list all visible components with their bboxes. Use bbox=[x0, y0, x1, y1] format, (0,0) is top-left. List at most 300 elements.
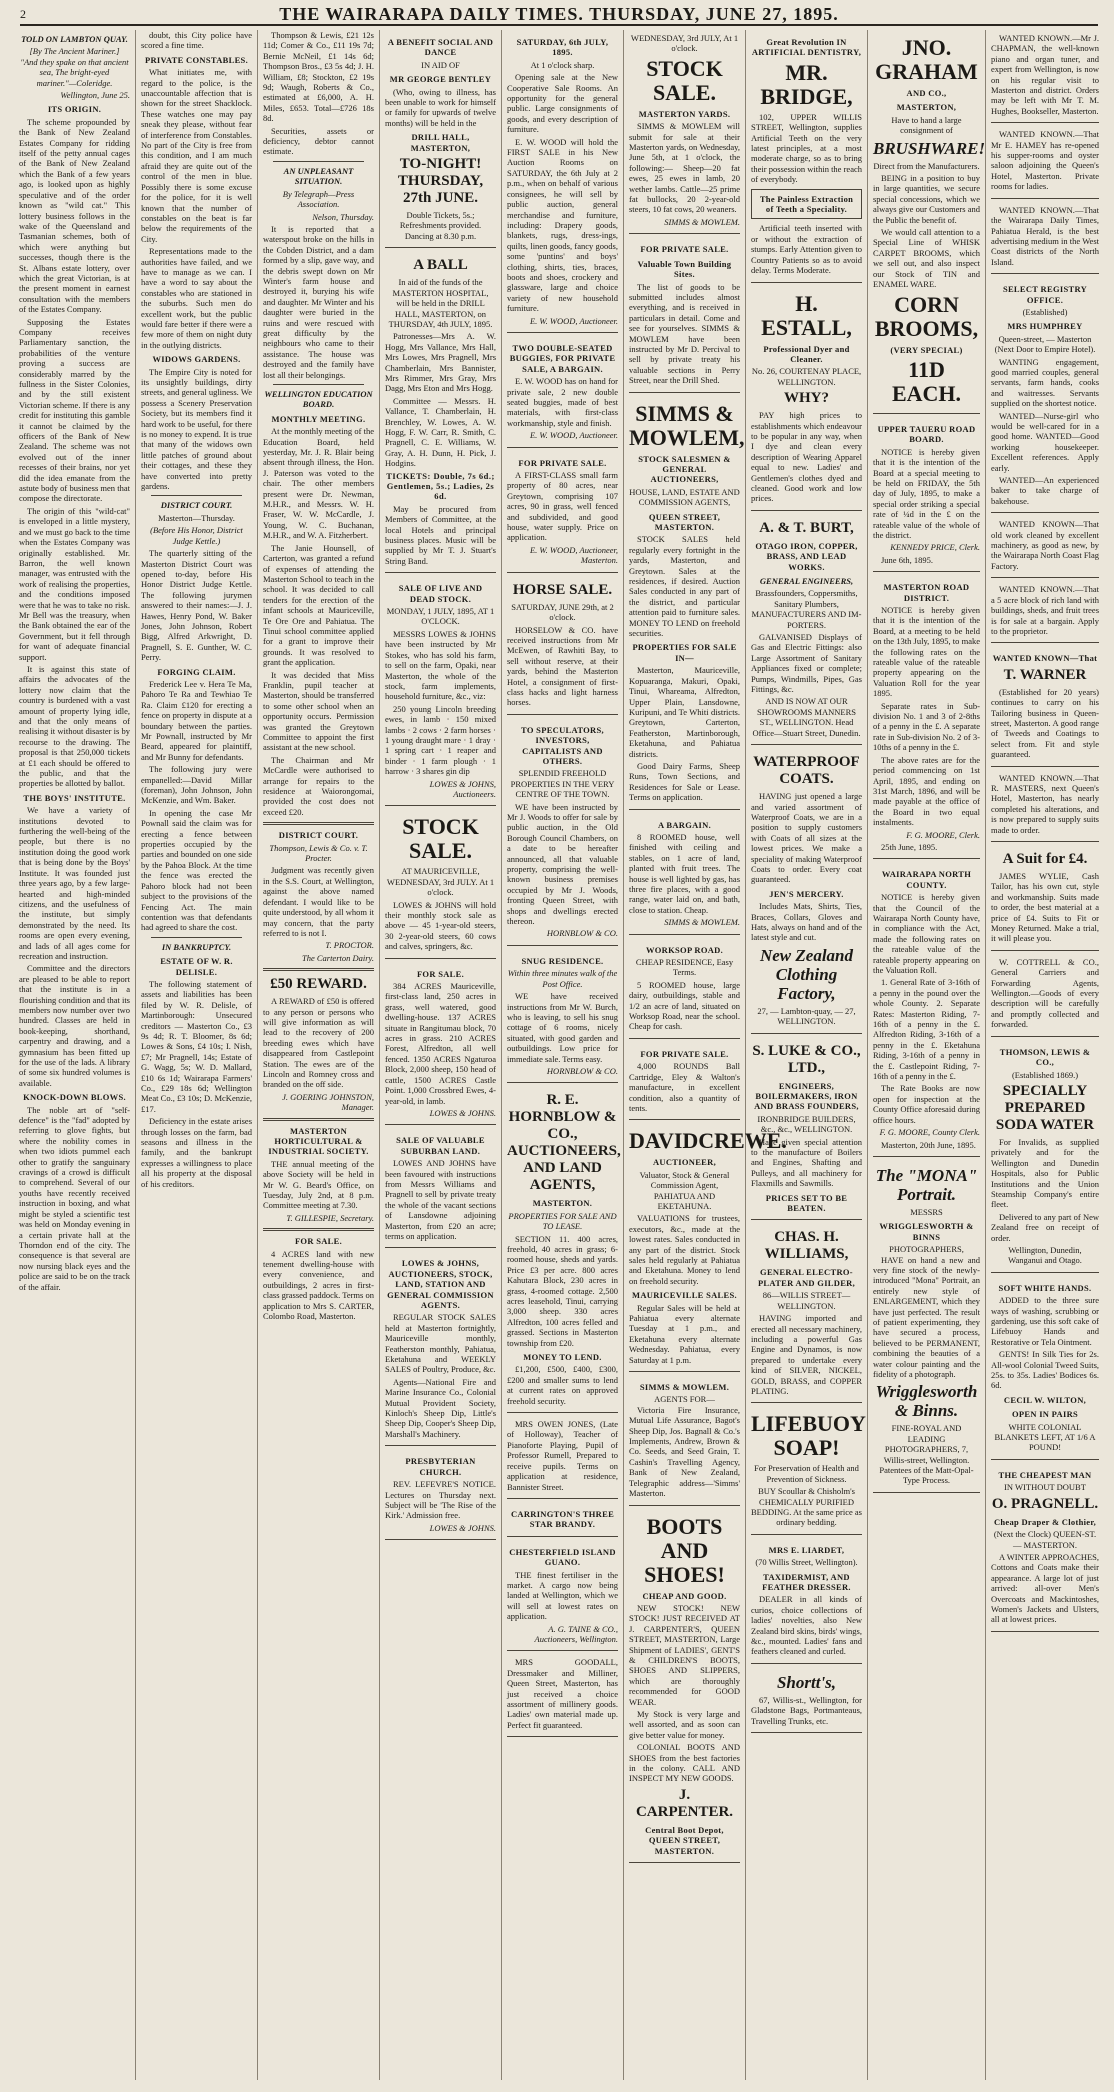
article-byline: (Before His Honor, District Judge Kettle.) bbox=[150, 525, 243, 546]
ad-title: SELECT REGISTRY OFFICE. bbox=[1002, 284, 1088, 305]
ad-subtitle: TAXIDERMIST, AND FEATHER DRESSER. bbox=[762, 1571, 851, 1592]
ad-subtitle: PRICES SET TO BE BEATEN. bbox=[765, 1192, 848, 1214]
paragraph: In opening the case Mr Pownall said the claim was for erecting a fence between properties occupied by the parties and bounded on one side by the Pahoa Block. At the time the fence was erected the Pahoro block had not been subject to the provisions of the Fencing Act. The main contention was that defendants had agreed to share the cost. bbox=[141, 807, 252, 933]
notice-signature: J. GOERING JOHNSTON, Manager. bbox=[282, 1091, 374, 1113]
divider bbox=[151, 937, 242, 938]
ad-name: MRS HUMPHREY bbox=[1007, 321, 1083, 332]
ad-subtitle: (Established) bbox=[1022, 306, 1068, 317]
newspaper-title: THE WAIRARAPA DAILY TIMES. THURSDAY, JUNE 27, 1895. bbox=[279, 3, 839, 24]
notice-road-district bbox=[873, 575, 980, 859]
ad-text: MESSRS LOWES & JOHNS have been instructed by Mr Stokes, who has sold his farm, to sell on the farm, Opaki, near Masterton, the whole of the stock, farm implements, household furniture, &c., viz: bbox=[385, 628, 496, 702]
ad-title: PRESBYTERIAN CHURCH. bbox=[405, 1456, 476, 1477]
advertisement-simms-mowlem bbox=[629, 396, 745, 810]
advertisement-pragnell bbox=[991, 1463, 1099, 1632]
ad-list: 250 young Lincoln breeding ewes, in lamb · 150 mixed lambs · 2 cows · 2 farm horses · 1 young draught mare · 1 dray · 1 spring cart · 1 reaper and binder · 1 farm plough · 1 harrow · 3 shares gin dip bbox=[385, 703, 496, 777]
advertisement-residence bbox=[507, 949, 618, 1083]
ad-place: No. 26, COURTENAY PLACE, WELLINGTON. bbox=[751, 366, 862, 387]
advertisement-lowes-johns bbox=[385, 1251, 496, 1446]
advertisement-freehold bbox=[507, 718, 618, 946]
ad-text: For Invalids, as supplied privately and for the Wellington and Dunedin Hospitals, also for Public Institutions and the Union Steamship Company's entire fleet. bbox=[991, 1136, 1099, 1210]
ad-subtitle: MESSRS bbox=[910, 1206, 943, 1217]
ad-text: Masterton, Mauriceville, Kopuaranga, Makuri, Opaki, Tinui, Whareama, Alfredton, Upper Plain, Lansdowne, Kuripuni, and Te Whiti districts. Greytown, Carterton, Featherston, Martinborough, Eketahuna, and Pahiatua districts. bbox=[629, 665, 740, 759]
ad-text: COLONIAL BOOTS AND SHOES from the best factories in the colony. CALL AND INSPECT MY NEW GOODS. bbox=[629, 1742, 740, 1784]
paragraph: The origin of this "wild-cat" is enveloped in a little mystery, and we must go back to the time when the Estates Company was originally established. Mr. Barron, the well known manager, was entrusted with the work of realising the properties, and the conditions imposed were that he was to take no risk. Mr Bell was the treasury, when the Bank obtained the ear of the Government, but it fell through for want of adequate financial support. bbox=[19, 505, 130, 662]
ad-place: MASTERTON, bbox=[896, 102, 957, 113]
article-dateline: Wellington, June 25. bbox=[60, 90, 130, 101]
ad-subtitle: GENERAL ELECTRO-PLATER AND GILDER, bbox=[757, 1267, 856, 1288]
ad-subtitle: Direct from the Manufacturers. bbox=[873, 160, 980, 171]
ad-title: FOR PRIVATE SALE. bbox=[640, 244, 729, 255]
ad-text: In aid of the funds of the MASTERTON HOSPITAL, will be held in the DRILL HALL, MASTERTON, on THURSDAY, 4th JULY, 1895. bbox=[388, 277, 493, 329]
ad-title: SIMMS & MOWLEM. bbox=[639, 1382, 730, 1393]
advertisement-hornblow bbox=[507, 1086, 621, 1413]
ad-text: WHITE COLONIAL BLANKETS LEFT, AT 1/6 A POUND! bbox=[994, 1421, 1096, 1453]
ad-title: Shortt's, bbox=[776, 1672, 837, 1692]
advertisement-brandy bbox=[507, 1502, 618, 1537]
notice-signature: KENNEDY PRICE, Clerk. bbox=[890, 542, 980, 553]
advertisement-stock-sale bbox=[629, 30, 740, 234]
ad-place: 27, — Lambton-quay, — 27, WELLINGTON. bbox=[757, 1005, 856, 1027]
ad-text: Good Dairy Farms, Sheep Runs, Town Sections, and Residences for Sale or Lease. Terms on application. bbox=[629, 760, 740, 803]
ad-place: IRONBRIDGE BUILDERS, &c., &c., WELLINGTON. bbox=[757, 1113, 856, 1135]
ad-date: TO-NIGHT! THURSDAY, 27th JUNE. bbox=[397, 156, 484, 207]
paragraph: Committee and the directors are pleased to be able to report that the institute is in a flourishing condition and that its members now number over two hundred. Classes are held in book-keeping, shorthand, carpentry and drawing, and a gymnasium has been fitted up for the use of the lads. A library of some six hundred volumes is available. bbox=[19, 963, 130, 1088]
ad-title: BOOTS AND SHOES! bbox=[644, 1513, 725, 1587]
advertisement-hospital-ball bbox=[385, 251, 496, 573]
notice-text: NOTICE is hereby given that the Council of the Wairarapa North County have, in compliance with the Act, made the following rates on the rateable value of the rateable property appearing on the Valuation Roll. bbox=[873, 892, 980, 975]
advertisement-soda-water bbox=[991, 1040, 1099, 1273]
article-heading: IN BANKRUPTCY. bbox=[161, 941, 232, 952]
notice-county bbox=[873, 862, 980, 1157]
column-8 bbox=[868, 30, 986, 2080]
paragraph: THE annual meeting of the above Society will be held in Mr W. G. Beard's Office, on Tuesday, July 2nd, at 8 p.m. Committee meeting at 7.30. bbox=[263, 1158, 374, 1211]
ad-text: HORSELOW & CO. have received instructions from Mr McEwen, of Rawhiti Bay, to sell without reserve, at their yards, behind the Masterton Hotel, a consignment of first-class hacks and light harness horses. bbox=[507, 624, 618, 708]
notice-signature: T. PROCTOR. bbox=[325, 940, 374, 951]
ad-title: New Zealand Clothing Factory, bbox=[759, 945, 854, 1003]
advertisement-stock-sale bbox=[385, 576, 496, 806]
ad-text: (Established for 20 years) continues to carry on his Tailoring business in Queen-street, Masterton. A good range of Tweeds and Coatings to select from. Fit and style guaranteed. bbox=[991, 686, 1099, 760]
ad-text: Brassfounders, Coppersmiths, Sanitary Plumbers, MANUFACTURERS AND IM-PORTERS. bbox=[751, 588, 862, 630]
ad-place: Central Boot Depot, QUEEN STREET, MASTERTON. bbox=[645, 1824, 724, 1856]
ad-place: (70 Willis Street, Wellington). bbox=[755, 1557, 858, 1568]
ad-place: DRILL HALL, MASTERTON, bbox=[410, 132, 471, 153]
ad-text: May be procured from Members of Committee, at the local Hotels and principal business places. Music will be supplied by Mr T. J. Stuart's String Band. bbox=[385, 503, 496, 566]
ad-title: S. LUKE & CO., LTD., bbox=[752, 1042, 861, 1076]
ad-text: FINE-ROYAL AND LEADING PHOTOGRAPHERS, 7, Willis-street, Wellington. Patentees of the Matt-Opal-Type Process. bbox=[879, 1423, 974, 1486]
ad-title: WATERPROOF COATS. bbox=[753, 754, 860, 788]
notice-list: 1. General Rate of 3-16th of a penny in the pound over the whole County. 2. Separate Rates: Masterton Riding, 7-16th of a penny in the £. Alfredton Riding, 3-16th of a penny in the £. Eketahuna Riding, 3-16th of a penny in the £. Castlepoint Riding, 7-16th of a penny in the £. bbox=[873, 977, 980, 1082]
column-9 bbox=[986, 30, 1104, 2080]
ad-box: The Painless Extraction of Teeth a Speciality. bbox=[751, 189, 862, 220]
ad-text: We would call attention to a Special Line of WHISK CARPET BROOMS, which we sell out, and also inspect our Stock of TIN and ENAMEL WARE. bbox=[873, 227, 980, 290]
notice-title: WAIRARAPA NORTH COUNTY. bbox=[881, 869, 972, 890]
ad-text: A FIRST-CLASS small farm property of 80 acres, near Greytown, comprising 107 acres, 90 in grass, well fenced and subdivided, and good house, water supply. Price on application. bbox=[507, 470, 618, 543]
paragraph: We have a variety of institutions devoted to furthering the well-being of the people, but there is no institution doing the good work that is being done by the Boys' Institute. It was founded just three years ago, by a few large-hearted and high-minded citizens, and the usefulness of the institute, but simply demonstrated by the need. Its rooms are open every evening, and lads of all ages come for recreation and instruction. bbox=[19, 805, 130, 961]
ad-text: WANTED KNOWN.—That R. MASTERS, next Queen's Hotel, Masterton, has nearly completed his alterations, and is now prepared to supply suits made to order. bbox=[991, 772, 1099, 835]
ad-title: SNUG RESIDENCE. bbox=[521, 955, 604, 966]
advertisement-buggies bbox=[507, 336, 618, 448]
ad-place: Wellington, Dunedin, Wanganui and Otago. bbox=[1008, 1244, 1082, 1266]
advertisement-dentist bbox=[751, 30, 862, 283]
ad-text: TICKETS: Double, 7s 6d.; Gentlemen, 5s.; Ladies, 2s 6d. bbox=[386, 470, 495, 502]
ad-title: CORN BROOMS, bbox=[874, 291, 979, 341]
advertisement-benefit-dance bbox=[385, 30, 496, 248]
ad-date: MONDAY, 1 JULY, 1895, AT 1 O'CLOCK. bbox=[386, 606, 495, 627]
notice-text: Separate rates in Sub-division No. 1 and 3 of 2-8ths of a penny in the £. A separate rate in Sub-division No. 2 of 3-10ths of a penny in the £. bbox=[873, 700, 980, 753]
advertisement-opening-sale bbox=[507, 30, 618, 333]
section-heading: DISTRICT COURT. bbox=[278, 830, 359, 841]
column-5 bbox=[502, 30, 624, 2080]
notice-date: 25th June, 1895. bbox=[881, 841, 938, 852]
ad-place: 86—WILLIS STREET—WELLINGTON. bbox=[762, 1290, 851, 1311]
ad-place: (Next the Clock) QUEEN-ST. — MASTERTON. bbox=[993, 1529, 1097, 1550]
ad-title: Great Revolution IN ARTIFICIAL DENTISTRY, bbox=[751, 37, 862, 58]
paragraph: The Janie Hounsell, of Carterton, was granted a refund of expenses of attending the Masterton School to teach in the school. It was decided to call tenders for the erection of the infant schools at Mauriceville, Te Ore Ore and Pahiatua. The Tinui school committee applied for a grant to improve their grounds. It was resolved to grant the application. bbox=[263, 542, 374, 668]
advertisement-suit bbox=[991, 845, 1099, 951]
notice-text: The Rate Books are now open for inspection at the County Office aforesaid during office hours. bbox=[873, 1083, 980, 1125]
ad-subtitle: CHEAP AND GOOD. bbox=[642, 1590, 727, 1601]
paragraph: It is reported that a waterspout broke on the hills in the Cobden District, and a dam formed by a slip, gave way, and the debris swept down on Mr Winter's farm house and destroyed it, burying his wife and daughter. Mr Winter and his daughter were buried in the ruins and were rescued with great difficulty by the neighbours who came to their assistance. The house was destroyed and the family have lost all their belongings. bbox=[263, 223, 374, 380]
ad-title: A BENEFIT SOCIAL AND DANCE bbox=[387, 37, 494, 58]
ad-signature: HORNBLOW & CO. bbox=[546, 1065, 618, 1076]
paragraph: It is against this state of affairs the advocates of the lottery now claim that the country is burdened with a vast amount of property lying idle, and that the only means of realising it without disaster is by recourse to the drawing. The proposal is that 250,000 tickets at £1 each should be offered to the public, and that the properties be allotted by ballot. bbox=[19, 663, 130, 789]
article-epigraph: "And they spake on that ancient sea, The bright-eyed mariner."—Coleridge. bbox=[20, 56, 129, 88]
ad-price: 11D EACH. bbox=[891, 356, 962, 406]
ad-subtitle: OTAGO IRON, COPPER, BRASS, AND LEAD WORKS. bbox=[755, 540, 858, 572]
article-dateline: Masterton—Thursday. bbox=[158, 512, 235, 523]
notice-title: UPPER TAUERU ROAD BOARD. bbox=[877, 423, 976, 445]
advertisement-waterproof bbox=[751, 748, 862, 1034]
ad-title: SOFT WHITE HANDS. bbox=[998, 1282, 1092, 1293]
advertisement-dyer bbox=[751, 286, 862, 511]
paragraph: The following jury were empanelled:—David Millar (foreman), John Johnson, John McKenzie, and Wm. Baker. bbox=[141, 764, 252, 806]
section-heading: KNOCK-DOWN BLOWS. bbox=[23, 1092, 126, 1103]
ad-text: E. W. WOOD has on hand for private sale, 2 new double seated buggies, made of best materials, with first-class workmanship, style and finish. bbox=[507, 376, 618, 428]
advertisement-taxidermist bbox=[751, 1538, 862, 1664]
notice-signature: F. G. MOORE, Clerk. bbox=[906, 829, 980, 840]
advertisement-graham bbox=[873, 30, 986, 414]
page-number: 2 bbox=[20, 6, 26, 21]
ad-subtitle: Professional Dyer and Cleaner. bbox=[763, 343, 850, 364]
notice-signature-place: The Carterton Dairy. bbox=[301, 952, 374, 963]
ad-text: Delivered to any part of New Zealand free on receipt of order. bbox=[991, 1211, 1099, 1243]
advertisement-white-hands bbox=[991, 1276, 1099, 1460]
ad-title: A Suit for £4. bbox=[1002, 851, 1088, 867]
ad-text: WANTING engagement, good married couples, general servants, farm hands, cooks and waitresses. Servants supplied on the shortest notice. bbox=[991, 356, 1099, 409]
ad-text: W. COTTRELL & CO., General Carriers and Forwarding Agents, Wellington.—Goods of every description will be carefully and promptly collected and forwarded. bbox=[991, 956, 1099, 1030]
ad-subtitle: PROPERTIES FOR SALE AND TO LEASE. bbox=[508, 1210, 617, 1232]
advertisement-horse-sale bbox=[507, 576, 618, 715]
advertisement-burt bbox=[751, 514, 862, 745]
ad-title: CHAS. H. WILLIAMS, bbox=[764, 1229, 849, 1263]
ad-name: MR. BRIDGE, bbox=[760, 59, 853, 109]
paragraph: Supposing the Estates Company receives Parliamentary sanction, the probabilities of the venture proving a success are considerably marred by the fullness in the Sister Colonies, and by the still existent Victorian scheme. If there is any credit for instituting this gamble it cannot be claimed by the officers of the Bank of New Zealand. The scheme was not evolved out of the inner recesses of their brains, nor yet did the idea emanate from the astute body of business men that compose the directorate. bbox=[19, 316, 130, 504]
masthead bbox=[20, 4, 1098, 26]
advertisement-davidcrewe bbox=[629, 1123, 787, 1372]
ad-subtitle: AUCTIONEER, bbox=[652, 1157, 717, 1168]
ad-title: MAURICEVILLE SALES. bbox=[632, 1290, 737, 1301]
ad-place: Queen-street, — Masterton (Next Door to Empire Hotel). bbox=[994, 333, 1096, 355]
ad-text: DEALER in all kinds of curios, choice collections of ladies' novelties, also New Zealand bird skins, birds' wings, &c., mounted. Ladies' fans and feathers cleaned and curled. bbox=[751, 1594, 862, 1657]
ad-subtitle: ENGINEERS, BOILERMAKERS, IRON AND BRASS FOUNDERS, bbox=[754, 1080, 859, 1112]
ad-title: A BARGAIN. bbox=[657, 819, 712, 830]
section-heading: WIDOWS GARDENS. bbox=[152, 354, 241, 365]
notice-signature: F. G. MOORE, County Clerk. bbox=[879, 1127, 980, 1138]
ad-title: SATURDAY, 6th JULY, 1895. bbox=[516, 37, 609, 58]
ad-text: STOCK SALES held regularly every fortnight in the yards, Masterton, and Greytown. Sales at the residences, if desired. Auction Sales conducted in any part of the district, and particular attention paid to furniture sales. MONEY TO LEND on freehold securities. bbox=[629, 534, 740, 639]
ad-text: LOWES & JOHNS will hold their monthly stock sale as above — 45 1-year-old steers, 30 2-year-old steers, 60 cows and calves, springers, &c. bbox=[385, 899, 496, 952]
ad-text: Agents—National Fire and Marine Insurance Co., Colonial Mutual Provident Society, Kinloch's Sheep Dip, Little's Sheep Dip, Cooper's Sheep Dip, Marshall's Machinery. bbox=[385, 1376, 496, 1439]
ad-text: WANTED—An experienced baker to take charge of bakehouse. bbox=[991, 475, 1099, 506]
ad-name: O. PRAGNELL. bbox=[991, 1495, 1099, 1512]
paragraph: The Empire City is noted for its unsightly buildings, dirty streets, and general ugliness. We possess a Scenery Preservation Society, but its members find it hard work to be useful, for there is no money to expend. It is true that many of the widows own little patches of ground about their cottages, and these they have converted into pretty gardens. bbox=[141, 366, 252, 492]
ad-title: STOCK SALE. bbox=[402, 814, 479, 864]
ad-text: Opening sale at the New Cooperative Sale Rooms. An opportunity for the general public. Large consignments of goods, and every description of furniture. bbox=[507, 72, 618, 135]
ad-title: STOCK SALE. bbox=[646, 55, 723, 105]
ad-text: Have to hand a large consignment of bbox=[891, 114, 962, 136]
advertisement-electroplater bbox=[751, 1223, 862, 1403]
ad-signature: E. W. WOOD, Auctioneer. bbox=[529, 315, 618, 326]
ad-subtitle: Valuable Town Building Sites. bbox=[637, 258, 732, 280]
paragraph: The scheme propounded by the Bank of New Zealand Estates Company for ridding itself of the petty annual cages of the Bank of New Zealand which the Bank of a few years ago, is looked upon as highly speculative and of the order known as "wild cat." This lottery business follows in the wake of the Queensland and Tasmanian schemes, both of which were anything but successes, though there is the St. Albans estate lottery, over which the great Victorian, is at the present moment in earnest consultation with the members of the Estates Company. bbox=[19, 116, 130, 315]
ad-signature: SIMMS & MOWLEM. bbox=[664, 917, 740, 928]
ad-subtitle: (Established 1869.) bbox=[1011, 1069, 1079, 1080]
ad-title: LIFEBUOY SOAP! bbox=[751, 1411, 866, 1461]
ad-text: WANTED—Nurse-girl who would be well-cared for in a good home. WANTED—Good working housekeeper. Excellent references. Apply early. bbox=[991, 410, 1099, 473]
ad-signature: Wrigglesworth & Binns. bbox=[875, 1382, 978, 1421]
divider bbox=[263, 1228, 374, 1231]
notice-text: NOTICE is hereby given that it is the intention of the Board, at a meeting to be held on the 13th July, 1895, to make the following rates on the rateable value of the rateable property appearing on the Valuation Roll for the year 1895. bbox=[873, 605, 980, 699]
ad-text: 67, Willis-st., Wellington, for Gladstone Bags, Portmanteaus, Travelling Trunks, etc. bbox=[751, 1694, 862, 1726]
notice-title: FOR SALE. bbox=[294, 1236, 343, 1247]
ad-title: SPECIALLY PREPARED SODA WATER bbox=[995, 1082, 1095, 1133]
advertisement-cartridges bbox=[629, 1042, 740, 1120]
ad-signature: J. CARPENTER. bbox=[635, 1786, 734, 1820]
advertisement-bargain bbox=[629, 813, 740, 935]
ad-signature: E. W. WOOD, Auctioneer, Masterton. bbox=[529, 544, 618, 566]
article-heading: DISTRICT COURT. bbox=[160, 500, 233, 511]
ad-date: WEDNESDAY, 3rd JULY, At 1 o'clock. bbox=[630, 33, 739, 54]
paragraph: 4 ACRES land with new tenement dwelling-house with every convenience, and outbuildings, 2 acres in first-class grassed paddock. Terms on application to Mrs S. CARTER, Colombo Road, Masterton. bbox=[263, 1248, 374, 1322]
ad-text: REGULAR STOCK SALES held at Masterton fortnightly, Mauriceville monthly, Featherston monthly, Pahiatua, Eketahuna and WEEKLY SALES of Poultry, Produce, &c. bbox=[385, 1312, 496, 1375]
ad-text: 384 ACRES Mauriceville, first-class land, 250 acres in grass, well watered, good dwelling-house. 137 ACRES situate in Rangitumau block, 70 acres in grass. 210 ACRES Forest, Alfredton, all well fenced. 1350 ACRES Ngaturoa Block, 2,000 sheep, 150 head of cattle, 1500 ACRES Castle Point. 1,000 Crossbred Ewes, 4-year-old, in lamb. bbox=[385, 981, 496, 1106]
ad-subtitle: For Preservation of Health and Prevention of Sickness. bbox=[754, 1463, 859, 1484]
ad-text: Includes Mats, Shirts, Ties, Braces, Collars, Gloves and Hats, always on hand and of the latest style and cut. bbox=[751, 901, 862, 943]
ad-signature: CECIL W. WILTON, bbox=[1003, 1394, 1087, 1405]
ad-text: MRS OWEN JONES, (Late of Holloway), Teacher of Pianoforte Playing, Pupil of Professor Rumell, Prepared to receive pupils. Terms on application at residence, Bannister Street. bbox=[507, 1419, 618, 1492]
advertisement-piano-teacher bbox=[507, 1416, 618, 1499]
ad-text: (Who, owing to illness, has been unable to work for himself or family for upwards of twelve months) will be held in the bbox=[385, 86, 496, 128]
ad-text: GALVANISED Displays of Gas and Electric Fittings: also Large Assortment of Sanitary Appliances fixed or complete; Pumps, Windmills, Pipes, Gas Fittings, &c. bbox=[751, 632, 862, 695]
ad-title: CARRINGTON'S THREE STAR BRANDY. bbox=[510, 1508, 615, 1530]
section-heading: ESTATE OF W. R. DELISLE. bbox=[160, 956, 233, 977]
paragraph: What initiates me, with regard to the police, is the unaccountable affection that is shown for the street Shacklock. These watches one may pay sneak they please, without fear of interference from Constables. No part of the City is free from this condition, and I am much afraid they are quite out of the control of the men in blue. Possibly there is some excuse for the police, for it is well known that the number of constables on the beat is far below the requirements of the City. bbox=[141, 67, 252, 244]
ad-title: PROPERTIES FOR SALE IN— bbox=[632, 642, 737, 663]
advertisement-guano bbox=[507, 1540, 618, 1652]
section-heading: ITS ORIGIN. bbox=[47, 104, 102, 115]
article-dateline: Nelson, Thursday. bbox=[312, 211, 374, 222]
paragraph: The Chairman and Mr McCardle were authorised to arrange for repairs to the residence at Waiorongomai, provided the cost does not exceed £20. bbox=[263, 754, 374, 817]
article-heading: TOLD ON LAMBTON QUAY. bbox=[21, 34, 128, 44]
advertisement-mauriceville-sale bbox=[385, 809, 496, 958]
section-heading: THE BOYS' INSTITUTE. bbox=[23, 792, 126, 803]
advertisement-building-sites bbox=[629, 237, 740, 392]
ad-title: R. E. HORNBLOW & CO., AUCTIONEERS, AND LAND AGENTS, bbox=[507, 1092, 621, 1194]
ad-text: HAVING imported and erected all necessary machinery, including a powerful Gas Engine and Dynamos, is now prepared to undertake every kind of SILVER, NICKEL, GOLD, BRASS, and COPPER PLATING. bbox=[751, 1313, 862, 1396]
divider bbox=[263, 822, 374, 825]
section-heading: FORGING CLAIM. bbox=[157, 666, 236, 677]
section-heading: PRIVATE CONSTABLES. bbox=[144, 54, 248, 65]
notice-subtitle: Thompson, Lewis & Co. v. T. Procter. bbox=[269, 842, 368, 864]
columns bbox=[14, 30, 1104, 2080]
ad-subtitle: HOUSE, LAND, ESTATE AND COMMISSION AGENTS, bbox=[629, 486, 740, 508]
ad-text: 4,000 ROUNDS Ball Cartridge, Eley & Walton's manufacture, in excellent condition, also a quantity of tents. bbox=[629, 1061, 740, 1113]
notice-date: June 6th, 1895. bbox=[881, 554, 933, 565]
notice-text: The above rates are for the period commencing on 1st April, 1895, and ending on 31st March, 1896, and will be made payable at the office of the Board in two equal instalments. bbox=[873, 754, 980, 828]
ad-text: JAMES WYLIE, Cash Tailor, has his own cut, style and workmanship. Suits made to order, the best material at a price of £4. Suits to Fit or Money Returned. Make a trial, it will please you. bbox=[991, 871, 1099, 944]
ad-name: MR GEORGE BENTLEY bbox=[389, 74, 492, 85]
ad-text: THE finest fertiliser in the market. A cargo now being landed at Wellington, which we will sell at lowest rates on application. bbox=[507, 1569, 618, 1622]
ad-title: A. & T. BURT, bbox=[759, 519, 854, 536]
ad-text: Artificial teeth inserted with or without the extraction of stumps. Early Attention given to Country Patients so as to avoid delay. Terms Moderate. bbox=[751, 223, 862, 276]
ad-date: AT MAURICEVILLE, WEDNESDAY, 3rd JULY. At 1 o'clock. bbox=[386, 866, 495, 898]
ad-text: WANTED KNOWN.—That a 5 acre block of rich land with buildings, sheds, and fruit trees is for sale at a bargain. Apply to the proprietor. bbox=[991, 584, 1099, 636]
ad-text: 8 ROOMED house, well finished with ceiling and stables, on 1 acre of land, planted with fruit trees. The house is well lighted by gas, has three fire places, with a good range, water laid on, and bath, close to station. Cheap. bbox=[629, 831, 740, 915]
ad-title: SALE OF VALUABLE SUBURBAN LAND. bbox=[396, 1135, 485, 1156]
ad-title: THE CHEAPEST MAN bbox=[998, 1469, 1092, 1480]
ad-text: SIMMS & MOWLEM will submit for sale at their Masterton yards, on Wednesday, June 5th, at 1 o'clock, the following:— Sheep—20 fat ewes, 25 ewes in lamb, 20 wether lambs. Cattle—25 prime fat bullocks, 20 2-year-old steers, 10 fat cows, 20 weaners. bbox=[629, 121, 740, 215]
notice-road-board bbox=[873, 417, 980, 572]
ad-place: MASTERTON YARDS. bbox=[638, 108, 731, 119]
ad-text: HAVE on hand a new and very fine stock of the newly-introduced "Mona" Portrait, an entirely new style of ENLARGEMENT, which they have just perfected. The result of patient experimenting, they have secured a process, believed to be PERMANENT, combining the beauties of a water colour painting and the fidelity of a photograph. bbox=[873, 1254, 980, 1379]
advertisement-farm-sale bbox=[507, 451, 618, 573]
ad-subtitle: AGENTS FOR— bbox=[654, 1394, 715, 1405]
ad-title: MONEY TO LEND. bbox=[523, 1352, 602, 1363]
ad-title: TO SPECULATORS, INVESTORS, CAPITALISTS AND OTHERS. bbox=[521, 724, 604, 766]
notice-title: MASTERTON HORTICULTURAL & INDUSTRIAL SOCIETY. bbox=[268, 1125, 369, 1157]
ad-text: Committee — Messrs. H. Vallance, T. Chamberlain, H. Brenchley, W. Lowes, A. W. Hogg, F. W. Carr, R. Smith, C. Pragnell, C. E. Williams, W. Gray, A. H. Dunn, H. Pick, J. Hodgins. bbox=[385, 395, 496, 469]
ad-subtitle: Cheap Draper & Clothier, bbox=[993, 1516, 1097, 1527]
ad-text: LOWES AND JOHNS have been favoured with instructions from Messrs Williams and Pragnell to sell by private treaty the whole of the vacant sections of Lansdowne adjoining Masterton, from £20 an acre; terms on application. bbox=[385, 1158, 496, 1241]
divider bbox=[151, 495, 242, 496]
divider bbox=[263, 968, 374, 971]
paragraph: Thompson & Lewis, £21 12s 11d; Comer & Co., £11 19s 7d; Bernie McNeil, £1 14s 6d; Thompson Bros., £3 5s 4d; J. H. William, £8; Stockton, £2 19s 9d; Waugh, Roberts & Co., estimated at £6,000, A. H. Miles, £653. Total—£726 18s 8d. bbox=[263, 30, 374, 124]
divider bbox=[273, 161, 364, 162]
advertisement-warner bbox=[991, 646, 1099, 766]
ad-subtitle: JEN'S MERCERY. bbox=[769, 888, 844, 899]
advertisement-shortts bbox=[751, 1667, 862, 1733]
column-2 bbox=[136, 30, 258, 2080]
column-1 bbox=[14, 30, 136, 2080]
ad-title: FOR SALE. bbox=[416, 968, 465, 979]
advertisement-lifebuoy bbox=[751, 1406, 866, 1534]
ad-product: BRUSHWARE! bbox=[873, 138, 986, 158]
column-3 bbox=[258, 30, 380, 2080]
ad-text: Have given special attention to the manufacture of Boilers and Engines, Shafting and Pulleys, and all machinery for Flaxmills and Sawmills. bbox=[751, 1136, 862, 1189]
advertisement-wanted bbox=[991, 516, 1099, 578]
paragraph: The following statement of assets and liabilities has been filed by W. R. Delisle, of Martinborough: Unsecured creditors — Masterton Co., £3 9s 4d; R. T. Bloomer, 8s 6d; Lowes & Sons, £4 10s; I. Nish, £7; Mr Pragnell, 14s; Estate of G. Wagg, 5s; W. D. Mallard, £10 6s 1d; Wairarapa Farmers' Co., £29 18s 6d; Wellington Meat Co., £3 10s; D. McKenzie, £17. bbox=[141, 978, 252, 1114]
advertisement-wanted bbox=[991, 30, 1099, 123]
paragraph: doubt, this City police have scored a fine time. bbox=[141, 30, 252, 51]
advertisement-land-for-sale bbox=[385, 962, 496, 1126]
column-7 bbox=[746, 30, 868, 2080]
paragraph: Deficiency in the estate arises through losses on the farm, bad seasons and illness in the family, and the bankrupt expresses a willingness to place all his property at the disposal of his creditors. bbox=[141, 1116, 252, 1189]
ad-name: WRIGGLESWORTH & BINNS bbox=[879, 1221, 974, 1242]
advertisement-worksop-road bbox=[629, 938, 740, 1039]
ad-text: MRS GOODALL, Dressmaker and Milliner, Queen Street, Masterton, has just received a choice assortment of millinery goods. Ladies' own material made up. Perfect fit guaranteed. bbox=[507, 1657, 618, 1730]
ad-text: BUY Scoullar & Chisholm's CHEMICALLY PURIFIED BEDDING. At the same price as ordinary bedding. bbox=[751, 1486, 862, 1528]
ad-title: LOWES & JOHNS, AUCTIONEERS, STOCK, LAND, STATION AND GENERAL COMMISSION AGENTS. bbox=[387, 1258, 494, 1310]
advertisement-luke bbox=[751, 1037, 862, 1221]
advertisement-suburban-land bbox=[385, 1128, 496, 1248]
ad-name: T. WARNER bbox=[1003, 666, 1087, 683]
ad-text: SECTION 11. 400 acres, freehold, 40 acres in grass; 6-roomed house, sheds and yards. Price £3 per acre. 800 acres Kahutara Block, 230 acres in grass, 4-roomed cottage. 2,500 acres leasehold, Tinui, carrying 3,000 sheep. 330 acres Alfredton, 100 acres felled and grassed. Sections in Masterton township from £20. bbox=[507, 1233, 618, 1348]
ad-subtitle: Within three minutes walk of the Post Office. bbox=[507, 968, 618, 989]
ad-text: My Stock is very large and well assorted, and as soon can give better value for money. bbox=[629, 1708, 740, 1740]
ad-text: WANTED KNOWN—That old work cleaned by excellent machinery, as good as new, by the Wairarapa North Coast Flag Factory. bbox=[991, 519, 1099, 571]
ad-subtitle: STOCK SALESMEN & GENERAL AUCTIONEERS, bbox=[638, 453, 731, 485]
ad-text: E. W. WOOD will hold the FIRST SALE in his New Auction Rooms on SATURDAY, the 6th July at 2 p.m., when on behalf of various consignees, he will sell by public auction, general merchandise and furniture, including: Drapery goods, blankets, rugs, dress-ings, quilts, linen goods, fancy goods, some 'puntins' and boys' clothing, shirts, ties, braces, boots and shoes, crockery and glassware, large and choice variety of new household furniture. bbox=[507, 136, 618, 314]
ad-text: Regular Sales will be held at Pahiatua every alternate Tuesday at 1 p.m., and Eketahuna every alternate Wednesday. Pahiatua, every Saturday at 1 p.m. bbox=[629, 1302, 740, 1365]
ad-text: A WINTER APPROACHES, Cottons and Coats make their appearance. A large lot of just arrived: all-over Men's Overcoats and Mackintoshes, Women's Jackets and Ulsters, all at lowest prices. bbox=[991, 1551, 1099, 1625]
column-6 bbox=[624, 30, 787, 2080]
ad-text: GENTS! In Silk Ties for 2s. All-wool Colonial Tweed Suits, 25s. to 35s. Ladies' Bodices 6s. 6d. bbox=[991, 1349, 1099, 1391]
ad-title: OPEN IN PAIRS bbox=[1011, 1409, 1079, 1420]
ad-title: FOR PRIVATE SALE. bbox=[640, 1048, 729, 1059]
advertisement-wanted bbox=[991, 126, 1099, 198]
paragraph: Frederick Lee v. Hera Te Ma, Pahoro Te Ra and Tewhiao Te Ra. Claim £120 for erecting a fence on property in dispute at a boundary between the parties. Mr Pownall, instructed by Mr Beard, appeared for plaintiff, and Mr Bunny for defendants. bbox=[141, 678, 252, 762]
ad-subtitle: SPLENDID FREEHOLD PROPERTIES IN THE VERY CENTRE OF THE TOWN. bbox=[510, 768, 615, 800]
ad-subtitle: IN WITHOUT DOUBT bbox=[1004, 1482, 1086, 1493]
ad-title: WANTED KNOWN—That bbox=[992, 653, 1098, 664]
ad-title: THOMSON, LEWIS & CO., bbox=[999, 1046, 1091, 1068]
ad-text: PAY high prices to establishments which endeavour to be popular in any way, when I dye and clean every description of Wearing Apparel equal to new. Ladies' and Gentlemen's clothes dyed and cleaned. Good work and low prices. bbox=[751, 410, 862, 504]
advertisement-wanted bbox=[991, 770, 1099, 842]
article-heading: WELLINGTON EDUCATION BOARD. bbox=[264, 389, 373, 410]
advertisement-photographers bbox=[873, 1160, 980, 1493]
advertisement-agents bbox=[629, 1375, 740, 1505]
ad-title: H. ESTALL, bbox=[761, 290, 852, 340]
ad-signature: HORNBLOW & CO. bbox=[546, 928, 618, 939]
paragraph: The quarterly sitting of the Masterton District Court was opened to-day, before His Honor District Judge Kettle. The following jurymen answered to their names:—J. J. Hawes, Henry Pond, W. Baker Jones, John Johnson, Robert Bigg, Alfred Arkwright, D. Pragnell, S. E. Gunther, W. C. Perry. bbox=[141, 548, 252, 663]
column-4 bbox=[380, 30, 502, 2080]
ad-date: SATURDAY, JUNE 29th, at 2 o'clock. bbox=[511, 601, 614, 623]
ad-place: Valuator, Stock & General Commission Agent, PAHIATUA AND EKETAHUNA. bbox=[639, 1169, 730, 1211]
ad-signature: LOWES & JOHNS. bbox=[429, 1107, 496, 1118]
ad-signature: LOWES & JOHNS. bbox=[429, 1522, 496, 1533]
ad-time: At 1 o'clock sharp. bbox=[530, 59, 595, 70]
ad-place: MASTERTON. bbox=[532, 1198, 593, 1209]
advertisement-wanted bbox=[991, 202, 1099, 274]
ad-title: FOR PRIVATE SALE. bbox=[518, 457, 607, 468]
ad-text: Patronesses—Mrs A. W. Hogg, Mrs Vallance, Mrs Hall, Mrs Lowes, Mrs Pragnell, Mrs Chamberlain, Mrs Bannister, Mrs Rimmer, Mrs Gray, Mrs Dagg, Mrs Eton and Mrs Hogg. bbox=[385, 331, 496, 394]
ad-subtitle: CHEAP RESIDENCE, Easy Terms. bbox=[635, 957, 734, 978]
advertisement-dressmaker bbox=[507, 1654, 618, 1737]
ad-title: A BALL bbox=[413, 257, 468, 274]
ad-title: SALE OF LIVE AND DEAD STOCK. bbox=[398, 583, 483, 604]
advertisement-registry bbox=[991, 277, 1099, 513]
ad-title: CHESTERFIELD ISLAND GUANO. bbox=[509, 1546, 616, 1568]
ad-text: Victoria Fire Insurance, Mutual Life Assurance, Bagot's Sheep Dip, Jos. Bagnall & Co.'s Implements, Andrew, Brown & Co. Seeds, and Seed Grain, T. Cashin's Travelling Agency, Bank of New Zealand, Telegraphic address—'Simms' Masterton. bbox=[629, 1404, 740, 1499]
ad-text: Double Tickets, 5s.; Refreshments provided. Dancing at 8.30 p.m. bbox=[399, 210, 482, 241]
divider bbox=[263, 1118, 374, 1121]
paragraph: The noble art of "self-defence" is the "fad" adopted by referring to glove fights, but where the nobility comes in when two idiots pummel each other to gratify the sanguinary cravings of a crowd is difficult to comprehend. Several of our youths have recently received instruction in boxing, and what might be styled a scientific test was held on Monday evening in a certain private hall at the Thorndon end of the city. The consequence is that several are now nursing black eyes and the police are said to be on the track of the affair. bbox=[19, 1104, 130, 1292]
ad-subtitle: AND CO., bbox=[906, 88, 947, 98]
notice-text: NOTICE is hereby given that it is the intention of the Board at a special meeting to be held on FRIDAY, the 5th day of July, 1895, to make a special order striking a special rate of ¼d in the £ on the rateable value of the whole of the district. bbox=[873, 446, 980, 540]
ad-text: WE have been instructed by Mr J. Woods to offer for sale by public auction, in the Old Borough Council Chambers, on a date to be hereafter announced, all that valuable property, comprising the well-known business premises occupied by Mr J. Woods, fronting Queen Street, with shops and dwellings erected thereon. bbox=[507, 801, 618, 927]
paragraph: Securities, assets or deficiency, debtor cannot estimate. bbox=[263, 125, 374, 157]
notice-signature: T. GILLESPIE, Secretary. bbox=[286, 1212, 374, 1223]
